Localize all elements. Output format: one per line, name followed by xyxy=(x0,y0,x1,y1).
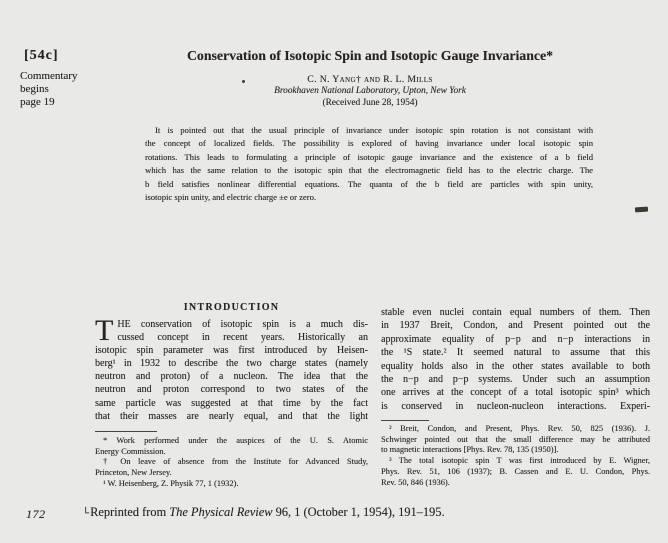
text-line: in 1937 Breit, Condon, and Present pointed out the xyxy=(381,320,650,332)
paper-title: Conservation of Isotopic Spin and Isotopic Gauge Invariance* xyxy=(186,48,554,63)
right-footnote-rule xyxy=(381,420,429,421)
commentary-margin-note xyxy=(20,70,77,110)
footnote-heisenberg-ref xyxy=(95,479,368,490)
text-line: ³ The total isotopic spin T was first introduced by E. Wigner, xyxy=(389,456,650,466)
reprint-item-number: [54c] xyxy=(24,48,59,63)
text-line: Princeton, New Jersey. xyxy=(95,468,172,478)
text-line: that their masses are nearly equal, and that the light xyxy=(95,410,368,422)
text-line: † On leave of absence from the Institute for Advanced Study, xyxy=(103,457,368,467)
left-footnotes xyxy=(95,436,368,490)
text-line: ² Breit, Condon, and Present, Phys. Rev. 50, 825 (1936). J. xyxy=(389,424,650,433)
text-line: Schwinger pointed out that the small difference may be attributed xyxy=(381,434,650,444)
text-line: b field satisfies nonlinear differential equations. The quanta of the b field are particles with spin unity, xyxy=(145,178,593,189)
right-column-text xyxy=(381,306,650,413)
text-line: the n−p and p−p systems. Under such an assumption xyxy=(381,374,650,386)
text-line: HE conservation of isotopic spin is a much dis- xyxy=(117,319,368,330)
footnote-breit-condon-present-ref xyxy=(381,424,650,456)
scan-artifact-mark xyxy=(635,207,648,213)
text-line: stable even nuclei contain equal numbers of them. Then xyxy=(381,307,650,318)
left-column-text xyxy=(95,314,368,423)
text-line: neutron and proton) of a nucleon. The idea that the xyxy=(95,371,368,383)
right-footnotes xyxy=(381,424,650,488)
dropcap-letter: T xyxy=(95,314,114,347)
reprint-citation-line xyxy=(82,505,445,520)
text-line: * Work performed under the auspices of the U. S. Atomic xyxy=(103,436,368,445)
reprint-prefix: Reprinted from xyxy=(90,505,170,519)
section-heading-introduction: INTRODUCTION xyxy=(183,302,280,313)
left-column xyxy=(95,302,368,423)
text-line: cussed concept in recent years. Historically an xyxy=(117,332,368,344)
reprint-suffix: 96, 1 (October 1, 1954), 191–195. xyxy=(272,505,445,519)
footnote-leave-of-absence xyxy=(95,457,368,478)
text-line: ¹ W. Heisenberg, Z. Physik 77, 1 (1932). xyxy=(103,478,239,488)
text-line: Energy Commission. xyxy=(95,446,166,456)
text-line: page 19 xyxy=(20,96,55,109)
footnote-wigner-cassen-condon-ref xyxy=(381,456,650,488)
text-line: begins xyxy=(20,83,49,96)
text-line: Commentary xyxy=(20,70,78,82)
text-line: to magnetic interactions [Phys. Rev. 78, 135 (1950)]. xyxy=(381,445,559,455)
text-line: approximate equality of p−p and n−p interactions in xyxy=(381,333,650,345)
footnote-aec-support xyxy=(95,436,368,457)
journal-title: The Physical Review xyxy=(169,505,273,519)
page-number: 172 xyxy=(26,507,46,521)
text-line: Rev. 50, 846 (1936). xyxy=(381,477,450,487)
corner-mark: └ xyxy=(82,508,90,519)
scan-artifact-dot xyxy=(242,80,245,83)
text-line: same particle was suggested at that time by the fact xyxy=(95,397,368,409)
text-line: Phys. Rev. 51, 106 (1937); B. Cassen and E. U. Condon, Phys. xyxy=(381,466,650,476)
text-line: rotations. This leads to formulating a principle of isotopic gauge invariance and the existence of a b field xyxy=(145,151,593,162)
text-line: isotopic spin unity, and electric charge ±e or zero. xyxy=(145,192,317,203)
left-footnote-rule xyxy=(95,431,157,432)
received-date: (Received June 28, 1954) xyxy=(322,98,418,108)
authors-line: C. N. Yang† and R. L. Mills xyxy=(307,74,433,85)
text-line: isotopic spin parameter was first introduced by Heisen- xyxy=(95,345,368,357)
text-line: one arrives at the concept of a total isotopic spin³ which xyxy=(381,387,650,399)
text-line: which has the same relation to the isotopic spin that the electromagnetic field has to the electric charge. The xyxy=(145,165,593,176)
affiliation-line: Brookhaven National Laboratory, Upton, New York xyxy=(274,86,466,96)
text-line: the concept of localized fields. The possibility is explored of having invariance under local isotopic spin xyxy=(145,138,593,149)
text-line: berg¹ in 1932 to describe the two charge states (namely xyxy=(95,358,368,370)
text-line: the ¹S state.² It seemed natural to assume that this xyxy=(381,347,650,359)
text-line: It is pointed out that the usual principle of invariance under isotopic spin rotation is not consistant with xyxy=(155,125,593,135)
text-line: is conserved in nucleon-nucleon interactions. Experi- xyxy=(381,400,650,412)
text-line: equality holds also in the other states available to both xyxy=(381,360,650,372)
text-line: neutron and proton correspond to two states of the xyxy=(95,384,368,396)
abstract xyxy=(145,124,593,204)
